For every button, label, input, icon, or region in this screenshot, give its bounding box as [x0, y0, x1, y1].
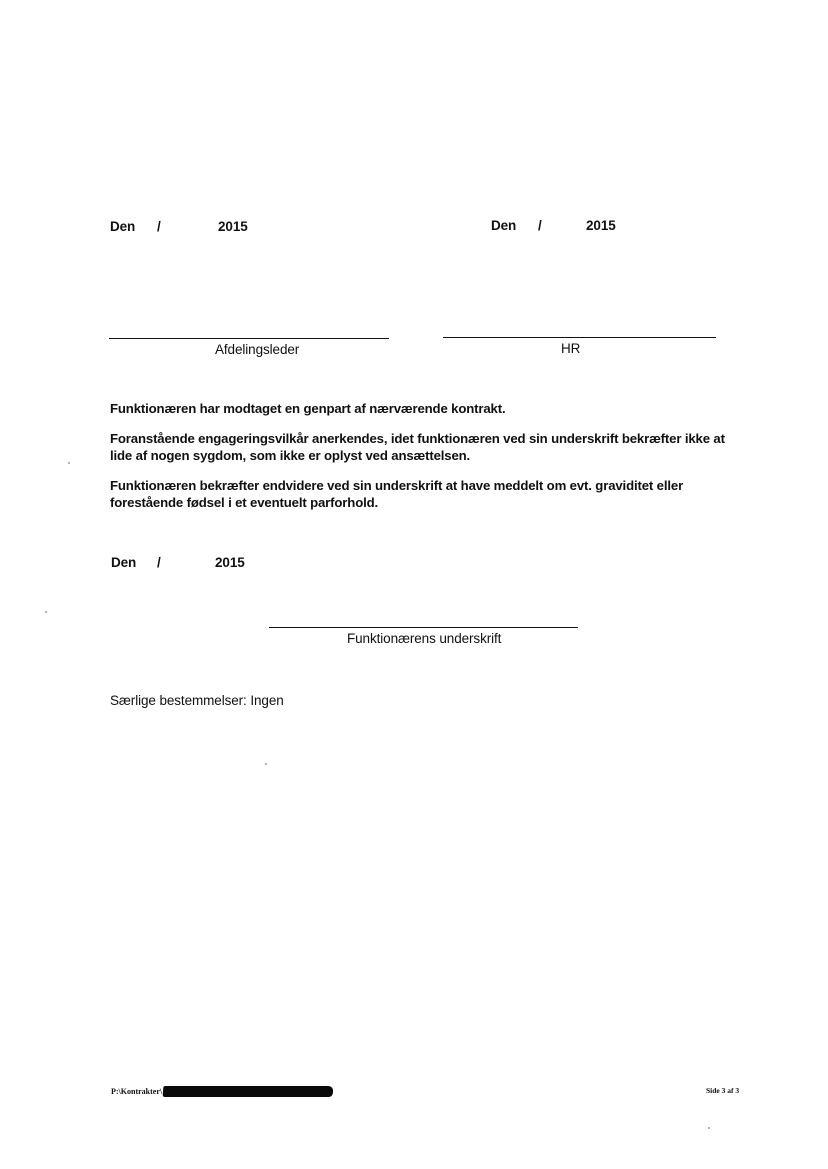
date-label: Den — [491, 218, 517, 233]
date-slash: / — [538, 218, 542, 233]
scan-speck — [265, 763, 267, 765]
scan-speck — [708, 1127, 710, 1129]
signature-caption-department-head: Afdelingsleder — [215, 342, 300, 357]
signature-line-hr — [443, 337, 716, 338]
date-slash: / — [157, 219, 161, 234]
signature-line-employee — [269, 627, 578, 628]
footer-file-path — [111, 1086, 333, 1097]
signature-caption-employee: Funktionærens underskrift — [347, 631, 502, 646]
date-year: 2015 — [218, 219, 248, 234]
paragraph-health-declaration: Foranstående engageringsvilkår anerkendes, idet funktionæren ved sin underskrift bekræfter ikke at lide af nogen sygdom, som ikke er oplyst ved ansættelsen. — [110, 431, 725, 463]
paragraph-copy-received: Funktionæren har modtaget en genpart af nærværende kontrakt. — [110, 401, 506, 416]
special-terms: Særlige bestemmelser: Ingen — [110, 693, 284, 708]
redaction-bar — [163, 1086, 334, 1097]
footer-path-prefix: P:\Kontrakter\ — [111, 1087, 163, 1096]
paragraph-pregnancy-declaration: Funktionæren bekræfter endvidere ved sin underskrift at have meddelt om evt. graviditet eller forestående fødsel i et eventuelt parforhold. — [110, 478, 684, 510]
footer-page-number: Side 3 af 3 — [706, 1086, 740, 1095]
date-label: Den — [111, 555, 137, 570]
date-year: 2015 — [586, 218, 616, 233]
signature-line-department-head — [109, 338, 389, 339]
scan-speck — [45, 611, 47, 613]
date-slash: / — [157, 555, 161, 570]
signature-caption-hr: HR — [561, 341, 581, 356]
date-year: 2015 — [215, 555, 245, 570]
scan-speck — [68, 462, 70, 464]
date-label: Den — [110, 219, 136, 234]
